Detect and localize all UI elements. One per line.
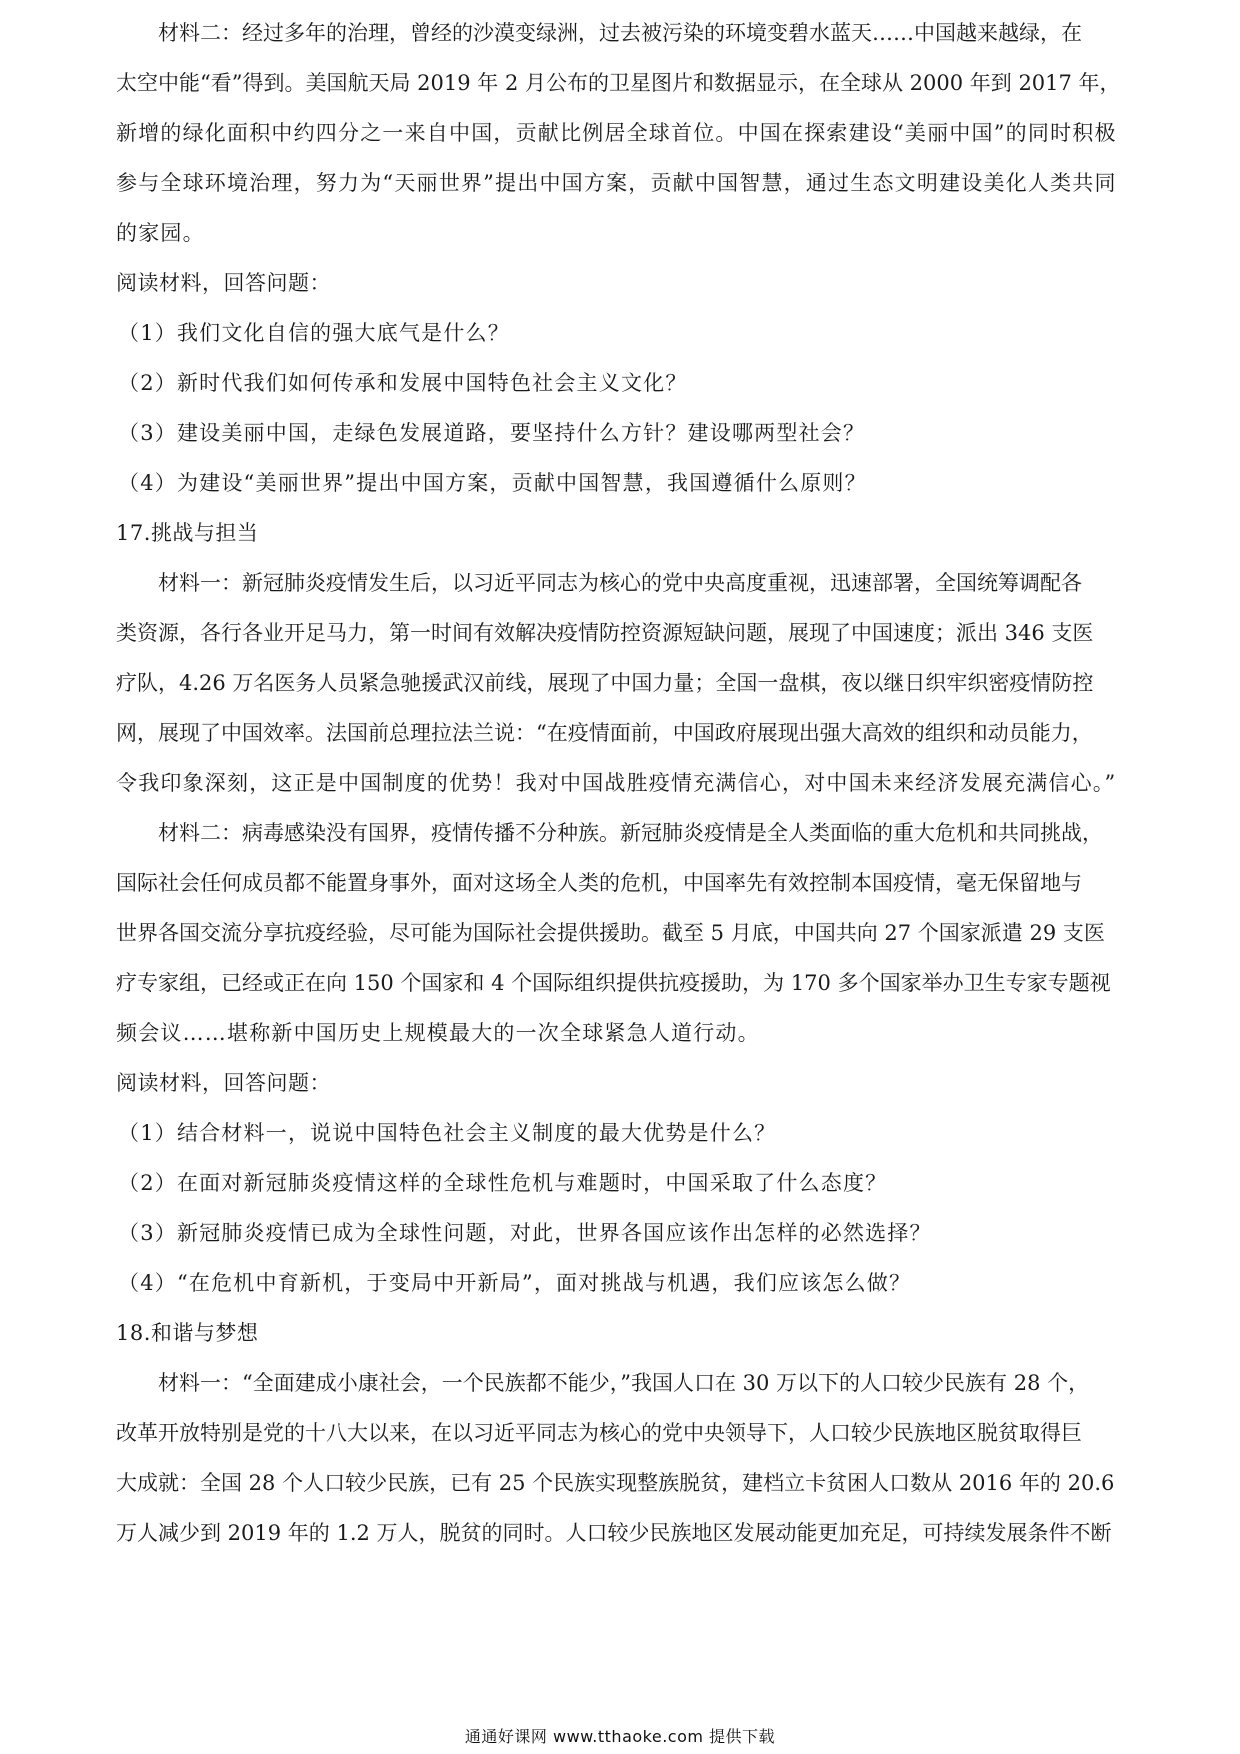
paragraph-line: 的家园。	[116, 221, 205, 245]
paragraph-line: 参与全球环境治理，努力为“天丽世界”提出中国方案，贡献中国智慧，通过生态文明建设美化人类共同	[116, 171, 1117, 195]
paragraph-line: 材料一：新冠肺炎疫情发生后，以习近平同志为核心的党中央高度重视，迅速部署，全国统筹调配各	[158, 571, 1082, 595]
question-item: （2）新时代我们如何传承和发展中国特色社会主义文化？	[118, 371, 688, 395]
question-item: （1）结合材料一，说说中国特色社会主义制度的最大优势是什么？	[118, 1121, 777, 1145]
paragraph-line: 万人减少到 2019 年的 1.2 万人，脱贫的同时。人口较少民族地区发展动能更加充足，可持续发展条件不断	[116, 1521, 1112, 1545]
paragraph-line: 令我印象深刻，这正是中国制度的优势！我对中国战胜疫情充满信心，对中国未来经济发展充满信心。”	[116, 771, 1117, 795]
paragraph-line: 类资源，各行各业开足马力，第一时间有效解决疫情防控资源短缺问题，展现了中国速度；派出 346 支医	[116, 621, 1094, 645]
question-item: （2）在面对新冠肺炎疫情这样的全球性危机与难题时，中国采取了什么态度？	[118, 1171, 888, 1195]
read-prompt: 阅读材料，回答问题：	[116, 271, 331, 295]
question-item: （1）我们文化自信的强大底气是什么？	[118, 321, 510, 345]
paragraph-line: 世界各国交流分享抗疫经验，尽可能为国际社会提供援助。截至 5 月底，中国共向 27 个国家派遣 29 支医	[116, 921, 1105, 945]
page-footer: 通通好课网 www.tthaoke.com 提供下载	[464, 1727, 776, 1746]
paragraph-line: 国际社会任何成员都不能置身事外，面对这场全人类的危机，中国率先有效控制本国疫情，毫无保留地与	[116, 871, 1082, 895]
paragraph-line: 新增的绿化面积中约四分之一来自中国，贡献比例居全球首位。中国在探索建设“美丽中国”的同时积极	[116, 121, 1117, 145]
paragraph-line: 太空中能“看”得到。美国航天局 2019 年 2 月公布的卫星图片和数据显示，在全球从 2000 年到 2017 年，	[116, 71, 1121, 95]
paragraph-line: 网，展现了中国效率。法国前总理拉法兰说：“在疫情面前，中国政府展现出强大高效的组织和动员能力，	[116, 721, 1093, 745]
paragraph-line: 疗队，4.26 万名医务人员紧急驰援武汉前线，展现了中国力量；全国一盘棋，夜以继日织牢织密疫情防控	[116, 671, 1094, 695]
question-item: （3）建设美丽中国，走绿色发展道路，要坚持什么方针？建设哪两型社会？	[118, 421, 866, 445]
paragraph-line: 改革开放特别是党的十八大以来，在以习近平同志为核心的党中央领导下，人口较少民族地区脱贫取得巨	[116, 1421, 1082, 1445]
paragraph-line: 材料二：病毒感染没有国界，疫情传播不分种族。新冠肺炎疫情是全人类面临的重大危机和共同挑战，	[158, 821, 1103, 845]
paragraph-line: 材料二：经过多年的治理，曾经的沙漠变绿洲，过去被污染的环境变碧水蓝天……中国越来越绿，在	[158, 21, 1082, 45]
read-prompt: 阅读材料，回答问题：	[116, 1071, 331, 1095]
paragraph-line: 大成就：全国 28 个人口较少民族，已有 25 个民族实现整族脱贫，建档立卡贫困人口数从 2016 年的 20.6	[116, 1471, 1115, 1495]
paragraph-line: 频会议……堪称新中国历史上规模最大的一次全球紧急人道行动。	[116, 1021, 760, 1045]
paragraph-line: 材料一：“全面建成小康社会，一个民族都不能少，”我国人口在 30 万以下的人口较少民族有 28 个，	[158, 1371, 1090, 1395]
question-title: 18.和谐与梦想	[116, 1321, 259, 1345]
question-item: （4）“在危机中育新机，于变局中开新局”，面对挑战与机遇，我们应该怎么做？	[118, 1271, 912, 1295]
question-item: （3）新冠肺炎疫情已成为全球性问题，对此，世界各国应该作出怎样的必然选择？	[118, 1221, 932, 1245]
question-title: 17.挑战与担当	[116, 521, 259, 545]
paragraph-line: 疗专家组，已经或正在向 150 个国家和 4 个国际组织提供抗疫援助，为 170 多个国家举办卫生专家专题视	[116, 971, 1111, 995]
document-page	[116, 0, 1124, 1754]
question-item: （4）为建设“美丽世界”提出中国方案，贡献中国智慧，我国遵循什么原则？	[118, 471, 867, 495]
